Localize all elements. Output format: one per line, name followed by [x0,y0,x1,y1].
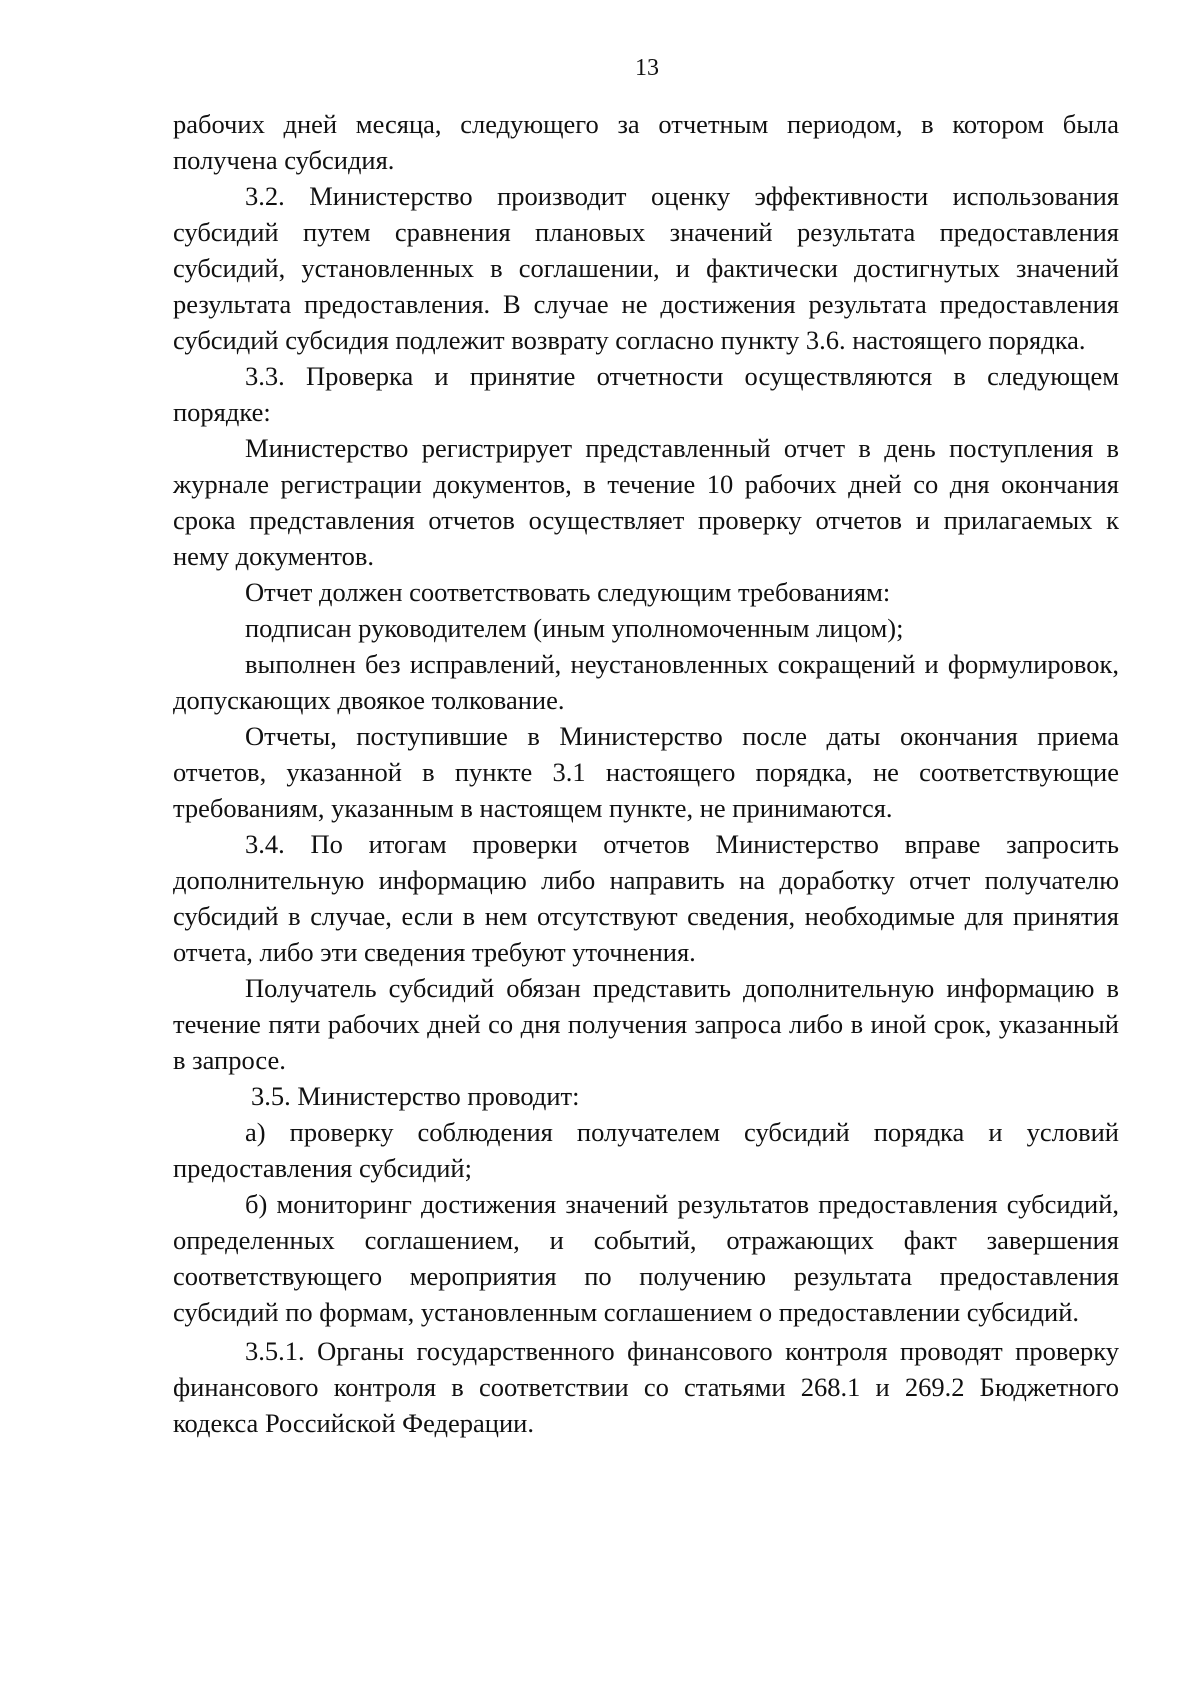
paragraph-3-3: 3.3. Проверка и принятие отчетности осуществляются в следующем порядке: [173,361,1119,427]
paragraph-requirement-no-corrections: выполнен без исправлений, неустановленных сокращений и формулировок, допускающих двоякое толкование. [173,649,1119,715]
paragraph-continuation: рабочих дней месяца, следующего за отчетным периодом, в котором была получена субсидия. [173,109,1119,175]
paragraph-3-4: 3.4. По итогам проверки отчетов Министерство вправе запросить дополнительную информацию либо направить на доработку отчет получателю субсидий в случае, если в нем отсутствуют сведения, необходимые для принятия отчета, либо эти сведения требуют уточнения. [173,829,1119,967]
paragraph-additional-info: Получатель субсидий обязан представить дополнительную информацию в течение пяти рабочих дней со дня получения запроса либо в иной срок, указанный в запросе. [173,973,1119,1075]
paragraph-registration: Министерство регистрирует представленный отчет в день поступления в журнале регистрации документов, в течение 10 рабочих дней со дня окончания срока представления отчетов осуществляет проверку отчетов и прилагаемых к нему документов. [173,433,1119,571]
paragraph-3-5-1: 3.5.1. Органы государственного финансового контроля проводят проверку финансового контроля в соответствии со статьями 268.1 и 269.2 Бюджетного кодекса Российской Федерации. [173,1336,1119,1438]
paragraph-3-5-a: а) проверку соблюдения получателем субсидий порядка и условий предоставления субсидий; [173,1117,1119,1183]
paragraph-3-5-b: б) мониторинг достижения значений результатов предоставления субсидий, определенных соглашением, и событий, отражающих факт завершения соответствующего мероприятия по получению результата предоставления субсидий по формам, установленным соглашением о предоставлении субсидий. [173,1189,1119,1327]
paragraph-requirements-intro: Отчет должен соответствовать следующим требованиям: [245,577,891,607]
document-body [173,106,1119,1441]
paragraph-requirement-signed: подписан руководителем (иным уполномоченным лицом); [245,613,904,643]
paragraph-3-5: 3.5. Министерство проводит: [251,1081,580,1111]
page-number: 13 [635,55,659,81]
paragraph-3-2: 3.2. Министерство производит оценку эффективности использования субсидий путем сравнения плановых значений результата предоставления субсидий, установленных в соглашении, и фактически достигнутых значений результата предоставления. В случае не достижения результата предоставления субсидий субсидия подлежит возврату согласно пункту 3.6. настоящего порядка. [173,181,1119,355]
paragraph-late-reports: Отчеты, поступившие в Министерство после даты окончания приема отчетов, указанной в пункте 3.1 настоящего порядка, не соответствующие требованиям, указанным в настоящем пункте, не принимаются. [173,721,1119,823]
